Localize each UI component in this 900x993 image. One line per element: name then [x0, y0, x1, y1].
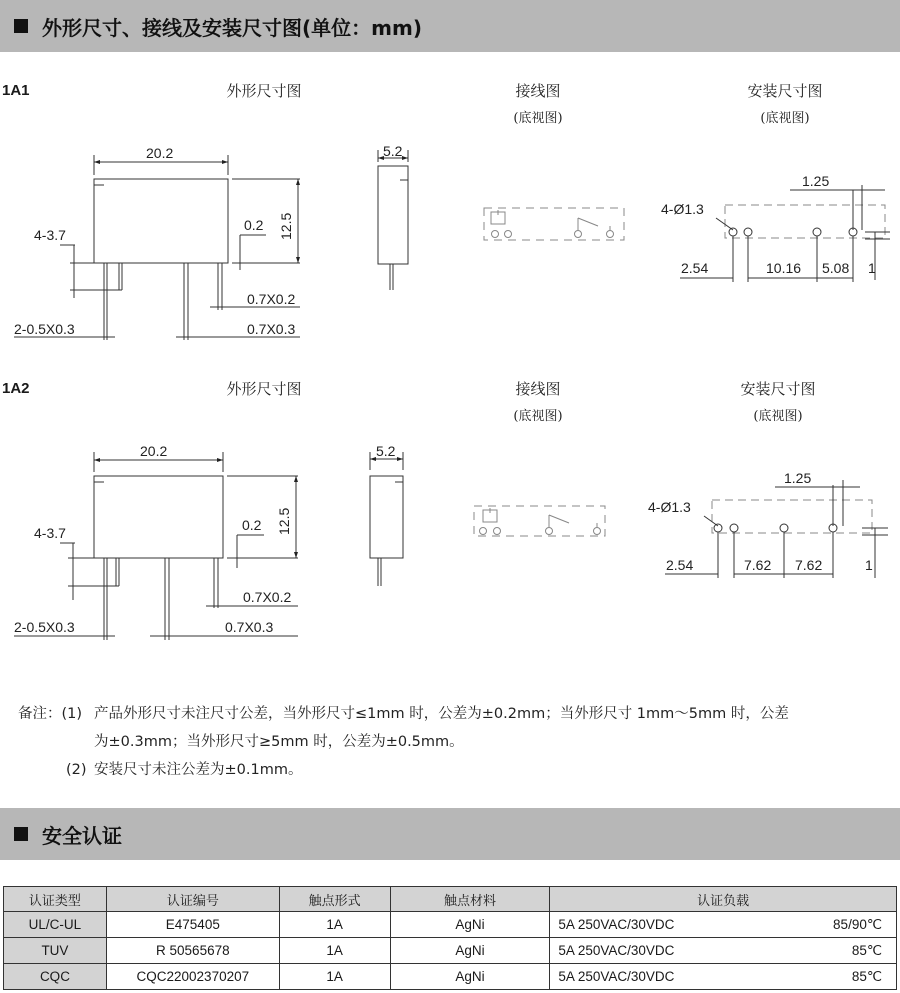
wiring-sub-1a2: (底视图) — [513, 409, 563, 424]
cell-type: UL/C-UL — [4, 912, 107, 938]
relay-body-front — [94, 476, 223, 558]
mount-p1-1a2: 2.54 — [666, 557, 694, 573]
mount-holes-1a2: 4-Ø1.3 — [648, 499, 691, 515]
model-label-1a1: 1A1 — [2, 82, 30, 99]
outline-caption-1a1: 外形尺寸图 — [226, 82, 302, 100]
square-bullet-icon — [14, 827, 28, 841]
mount-holes-1a1: 4-Ø1.3 — [661, 201, 704, 217]
mount-p3-1a2: 7.62 — [795, 557, 823, 573]
note-2 — [18, 756, 898, 784]
col-header-number: 认证编号 — [106, 887, 279, 912]
table-row — [4, 912, 897, 938]
dim-width-1a1: 5.2 — [383, 143, 403, 159]
cell-type: TUV — [4, 938, 107, 964]
note-1-cont — [18, 728, 898, 756]
temp-text: 85/90℃ — [833, 917, 882, 932]
cell-form: 1A — [279, 912, 390, 938]
cell-material: AgNi — [390, 938, 550, 964]
mount-caption-1a2: 安装尺寸图 — [740, 380, 816, 398]
cell-number: E475405 — [106, 912, 279, 938]
cell-material: AgNi — [390, 912, 550, 938]
load-text: 5A 250VAC/30VDC — [558, 917, 675, 932]
cell-load — [550, 964, 897, 990]
cell-type: CQC — [4, 964, 107, 990]
col-header-load: 认证负载 — [550, 887, 897, 912]
model-label-1a2: 1A2 — [2, 380, 30, 397]
section-title: 安全认证 — [42, 823, 122, 848]
mount-p2-1a2: 7.62 — [744, 557, 772, 573]
table-header-row — [4, 887, 897, 912]
mount-diagram-1a2 — [665, 480, 888, 578]
notes — [18, 700, 898, 784]
dim-width-1a2: 5.2 — [376, 443, 396, 459]
wiring-caption-1a1: 接线图 — [515, 82, 561, 100]
dim-pin-b-1a2: 0.7X0.3 — [225, 619, 274, 635]
dim-pin-c-1a2: 2-0.5X0.3 — [14, 619, 75, 635]
wiring-caption-1a2: 接线图 — [515, 380, 561, 398]
col-header-form: 触点形式 — [279, 887, 390, 912]
dim-pin-b-1a1: 0.7X0.3 — [247, 321, 296, 337]
mount-p1-1a1: 2.54 — [681, 260, 709, 276]
temp-text: 85℃ — [851, 969, 882, 984]
certification-table — [3, 886, 897, 990]
mount-row-1a2: 1 — [865, 557, 873, 573]
section-title: 外形尺寸、接线及安装尺寸图(单位：mm) — [42, 15, 422, 40]
col-header-material: 触点材料 — [390, 887, 550, 912]
dim-pin-a-1a2: 0.7X0.2 — [243, 589, 292, 605]
dim-height-1a1: 12.5 — [278, 212, 294, 240]
note-line1: 产品外形尺寸未注尺寸公差，当外形尺寸≤1mm 时，公差为±0.2mm；当外形尺寸 1mm～5mm 时，公差 — [94, 706, 789, 722]
cell-form: 1A — [279, 938, 390, 964]
note-1 — [18, 700, 898, 728]
table-row — [4, 964, 897, 990]
mount-p3-1a1: 5.08 — [822, 260, 850, 276]
section-header-cert — [0, 808, 900, 860]
mount-edge-1a2: 1.25 — [784, 470, 812, 486]
note-line2: 为±0.3mm；当外形尺寸≥5mm 时，公差为±0.5mm。 — [94, 734, 464, 750]
mount-caption-1a1: 安装尺寸图 — [747, 82, 823, 100]
dim-pin-c-1a1: 2-0.5X0.3 — [14, 321, 75, 337]
dim-offset-1a1: 0.2 — [244, 217, 264, 233]
mount-row-1a1: 1 — [868, 260, 876, 276]
mount-sub-1a1: (底视图) — [760, 111, 810, 126]
mount-p2-1a1: 10.16 — [766, 260, 802, 276]
wiring-diagram-1a2 — [474, 506, 605, 536]
table-row — [4, 938, 897, 964]
dim-height-1a2: 12.5 — [276, 507, 292, 535]
mount-edge-1a1: 1.25 — [802, 173, 830, 189]
mount-sub-1a2: (底视图) — [753, 409, 803, 424]
note-label2: (2) — [66, 762, 87, 778]
wiring-sub-1a1: (底视图) — [513, 111, 563, 126]
dim-pin-a-1a1: 0.7X0.2 — [247, 291, 296, 307]
cell-number: CQC22002370207 — [106, 964, 279, 990]
cell-material: AgNi — [390, 964, 550, 990]
dim-offset-1a2: 0.2 — [242, 517, 262, 533]
dim-pinlen-1a2: 4-3.7 — [34, 525, 66, 541]
load-text: 5A 250VAC/30VDC — [558, 943, 675, 958]
dim-length-1a2: 20.2 — [140, 443, 168, 459]
cell-form: 1A — [279, 964, 390, 990]
cell-number: R 50565678 — [106, 938, 279, 964]
dim-pinlen-1a1: 4-3.7 — [34, 227, 66, 243]
note-label: 备注：(1) — [18, 706, 83, 722]
outline-caption-1a2: 外形尺寸图 — [226, 380, 302, 398]
relay-body-side — [370, 476, 403, 558]
dim-length-1a1: 20.2 — [146, 145, 174, 161]
load-text: 5A 250VAC/30VDC — [558, 969, 675, 984]
col-header-type: 认证类型 — [4, 887, 107, 912]
temp-text: 85℃ — [851, 943, 882, 958]
cell-load — [550, 938, 897, 964]
note-line3: 安装尺寸未注公差为±0.1mm。 — [94, 762, 303, 778]
cell-load — [550, 912, 897, 938]
